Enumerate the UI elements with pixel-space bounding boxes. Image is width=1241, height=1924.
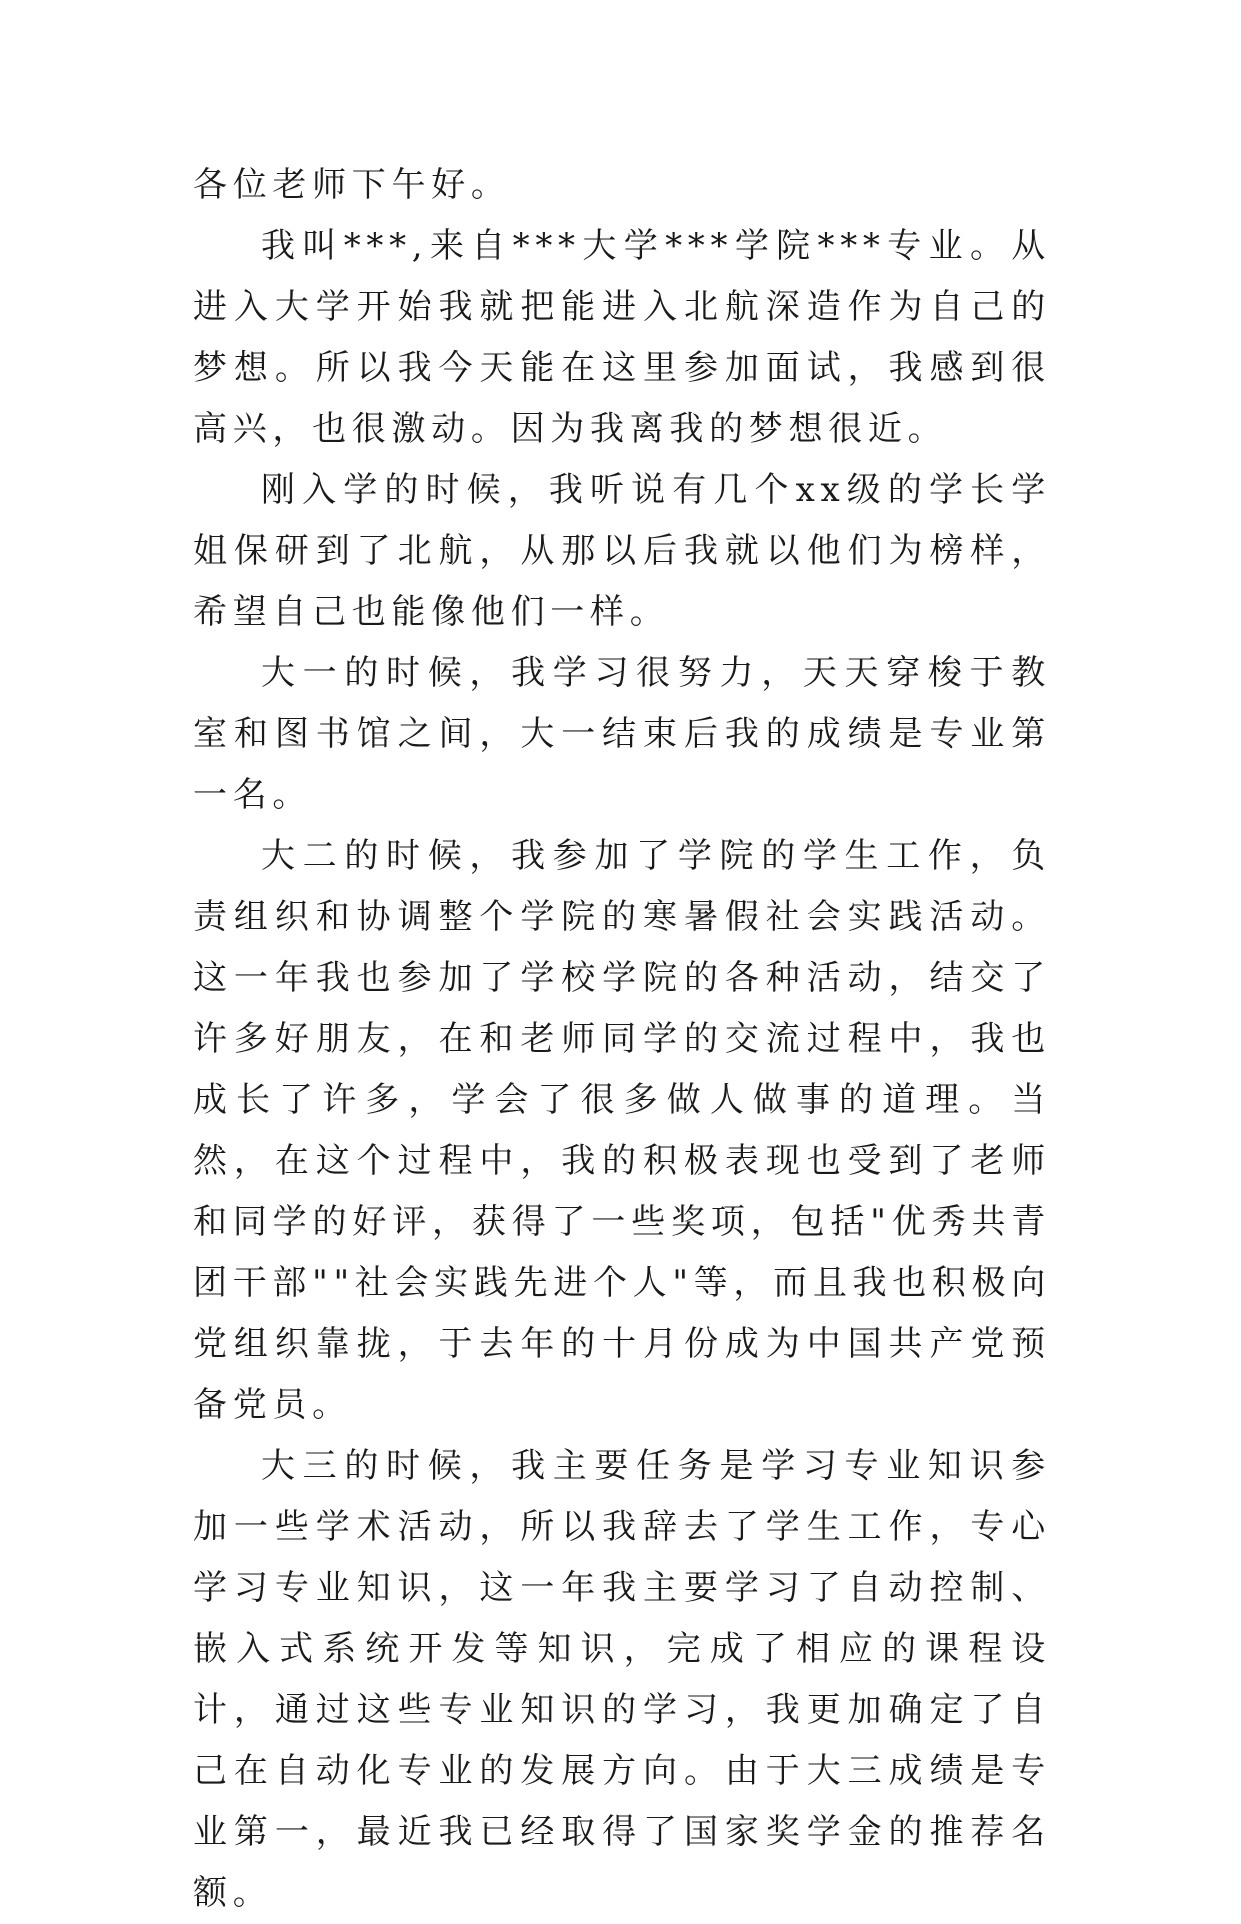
- paragraph-enrollment: 刚入学的时候，我听说有几个xx级的学长学姐保研到了北航，从那以后我就以他们为榜样，希望自己也能像他们一样。: [193, 470, 1051, 632]
- paragraph-freshman-year: 大一的时候，我学习很努力，天天穿梭于教室和图书馆之间，大一结束后我的成绩是专业第一名。: [193, 653, 1051, 815]
- greeting-paragraph: 各位老师下午好。: [193, 165, 511, 205]
- document-body: [193, 155, 1051, 1924]
- paragraph-sophomore-year: 大二的时候，我参加了学院的学生工作，负责组织和协调整个学院的寒暑假社会实践活动。这一年我也参加了学校学院的各种活动，结交了许多好朋友，在和老师同学的交流过程中，我也成长了许多，学会了很多做人做事的道理。当然，在这个过程中，我的积极表现也受到了老师和同学的好评，获得了一些奖项，包括"优秀共青团干部""社会实践先进个人"等，而且我也积极向党组织靠拢，于去年的十月份成为中国共产党预备党员。: [193, 836, 1052, 1425]
- paragraph-junior-year: 大三的时候，我主要任务是学习专业知识参加一些学术活动，所以我辞去了学生工作，专心学习专业知识，这一年我主要学习了自动控制、嵌入式系统开发等知识，完成了相应的课程设计，通过这些专业知识的学习，我更加确定了自己在自动化专业的发展方向。由于大三成绩是专业第一，最近我已经取得了国家奖学金的推荐名额。: [193, 1446, 1051, 1913]
- paragraph-introduction: 我叫***,来自***大学***学院***专业。从进入大学开始我就把能进入北航深造作为自己的梦想。所以我今天能在这里参加面试，我感到很高兴，也很激动。因为我离我的梦想很近。: [193, 226, 1051, 449]
